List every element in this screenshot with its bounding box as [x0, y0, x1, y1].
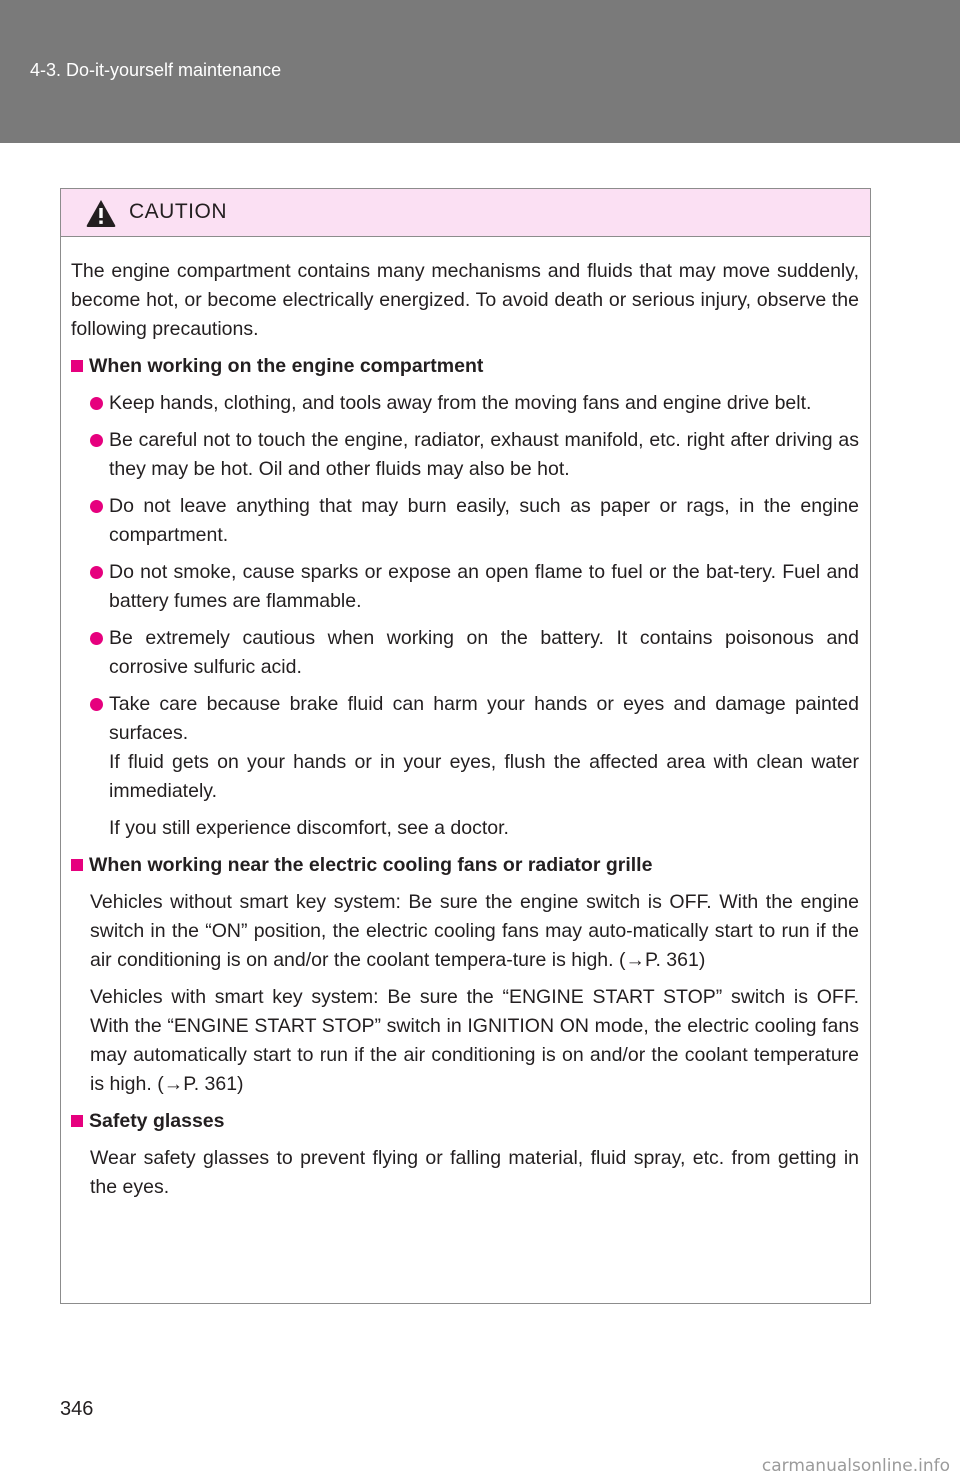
caution-body	[61, 237, 870, 1202]
section-heading-text: When working near the electric cooling fans or radiator grille	[89, 854, 653, 876]
section-heading-engine-compartment	[71, 352, 859, 381]
square-bullet-icon	[71, 859, 83, 871]
square-bullet-icon	[71, 360, 83, 372]
circle-bullet-icon	[90, 397, 103, 410]
bullet-text: Do not leave anything that may burn easily, such as paper or rags, in the engine compartment.	[109, 495, 859, 546]
circle-bullet-icon	[90, 698, 103, 711]
cooling-fans-para-smart-key: Vehicles with smart key system: Be sure the “ENGINE START STOP” switch is OFF. With the “ENGINE START STOP” switch in IGNITION ON mode, the electric cooling fans may automatically start to run if the air conditioning is on and/or the coolant temperature is high. (→P. 361)	[90, 986, 859, 1095]
bullet-text: Keep hands, clothing, and tools away from the moving fans and engine drive belt.	[109, 392, 812, 414]
caution-label: CAUTION	[129, 200, 227, 223]
warning-triangle-icon	[85, 198, 117, 228]
watermark: carmanualsonline.info	[761, 1456, 950, 1476]
bullet-item	[71, 426, 859, 484]
section-heading-text: Safety glasses	[89, 1110, 225, 1132]
bullet-text: Do not smoke, cause sparks or expose an open flame to fuel or the bat-tery. Fuel and battery fumes are flammable.	[109, 561, 859, 612]
section-heading-safety-glasses	[71, 1107, 859, 1136]
bullet-text: Be extremely cautious when working on the battery. It contains poisonous and corrosive sulfuric acid.	[109, 627, 859, 678]
circle-bullet-icon	[90, 500, 103, 513]
header-band	[0, 0, 960, 143]
bullet-continuation: If fluid gets on your hands or in your eyes, flush the affected area with clean water immediately.	[109, 751, 859, 802]
bullet-continuation: If you still experience discomfort, see a doctor.	[109, 817, 509, 839]
section-heading-cooling-fans	[71, 851, 859, 880]
cooling-fans-para-no-smart-key: Vehicles without smart key system: Be sure the engine switch is OFF. With the engine switch in the “ON” position, the electric cooling fans may auto-matically start to run if the air conditioning is on and/or the coolant tempera-ture is high. (→P. 361)	[90, 891, 859, 971]
caution-intro: The engine compartment contains many mechanisms and fluids that may move suddenly, become hot, or become electrically energized. To avoid death or serious injury, observe the following precautions.	[71, 260, 859, 340]
bullet-item	[71, 624, 859, 682]
bullet-item	[71, 558, 859, 616]
caution-box	[60, 188, 871, 1304]
section-title: 4-3. Do-it-yourself maintenance	[30, 60, 282, 80]
circle-bullet-icon	[90, 566, 103, 579]
page-number: 346	[60, 1398, 94, 1420]
square-bullet-icon	[71, 1115, 83, 1127]
bullet-item	[71, 690, 859, 748]
bullet-item	[71, 389, 859, 418]
circle-bullet-icon	[90, 434, 103, 447]
circle-bullet-icon	[90, 632, 103, 645]
bullet-item	[71, 492, 859, 550]
section-heading-text: When working on the engine compartment	[89, 355, 484, 377]
safety-glasses-para: Wear safety glasses to prevent flying or falling material, fluid spray, etc. from getting in the eyes.	[90, 1147, 859, 1198]
caution-header	[61, 189, 870, 237]
bullet-text: Be careful not to touch the engine, radiator, exhaust manifold, etc. right after driving as they may be hot. Oil and other fluids may also be hot.	[109, 429, 859, 480]
bullet-text: Take care because brake fluid can harm your hands or eyes and damage painted surfaces.	[109, 693, 859, 744]
